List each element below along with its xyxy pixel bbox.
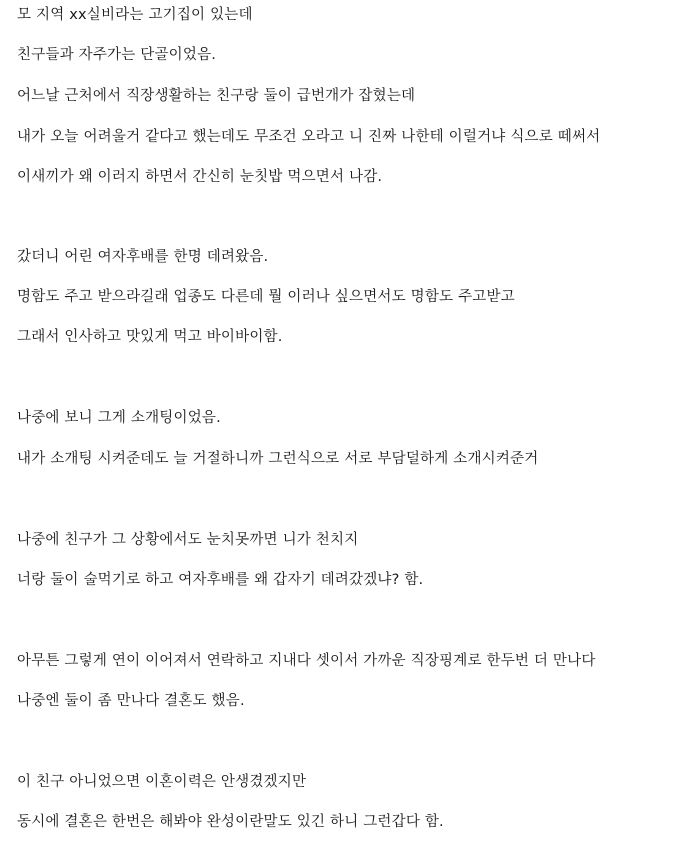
text-line: 내가 소개팅 시켜준데도 늘 거절하니까 그런식으로 서로 부담덜하게 소개시켜준거 [17,451,539,467]
text-line: 어느날 근처에서 직장생활하는 친구랑 둘이 급번개가 잡혔는데 [17,88,416,104]
text-line: 나중에 친구가 그 상황에서도 눈치못까면 니가 천치지 [17,532,359,548]
text-line: 내가 오늘 어려울거 같다고 했는데도 무조건 오라고 니 진짜 나한테 이럴거냐 식으로 떼써서 [17,129,601,145]
text-line: 이 친구 아니었으면 이혼이력은 안생겼겠지만 [17,774,307,790]
text-line: 이새끼가 왜 이러지 하면서 간신히 눈칫밥 먹으면서 나감. [17,169,383,185]
text-line: 그래서 인사하고 맛있게 먹고 바이바이함. [17,329,283,345]
text-line: 아무튼 그렇게 연이 이어져서 연락하고 지내다 셋이서 가까운 직장핑계로 한두번 더 만나다 [17,653,596,669]
text-line: 명함도 주고 받으라길래 업종도 다른데 뭘 이러나 싶으면서도 명함도 주고받고 [17,289,515,305]
text-line: 갔더니 어린 여자후배를 한명 데려왔음. [17,249,269,265]
text-line: 나중엔 둘이 좀 만나다 결혼도 했음. [17,693,245,709]
text-line: 동시에 결혼은 한번은 해봐야 완성이란말도 있긴 하니 그런갑다 함. [17,814,444,830]
text-line: 나중에 보니 그게 소개팅이었음. [17,410,221,426]
text-line: 모 지역 xx실비라는 고기집이 있는데 [17,7,253,23]
text-line: 너랑 둘이 술먹기로 하고 여자후배를 왜 갑자기 데려갔겠냐? 함. [17,572,424,588]
text-line: 친구들과 자주가는 단골이었음. [17,47,217,63]
